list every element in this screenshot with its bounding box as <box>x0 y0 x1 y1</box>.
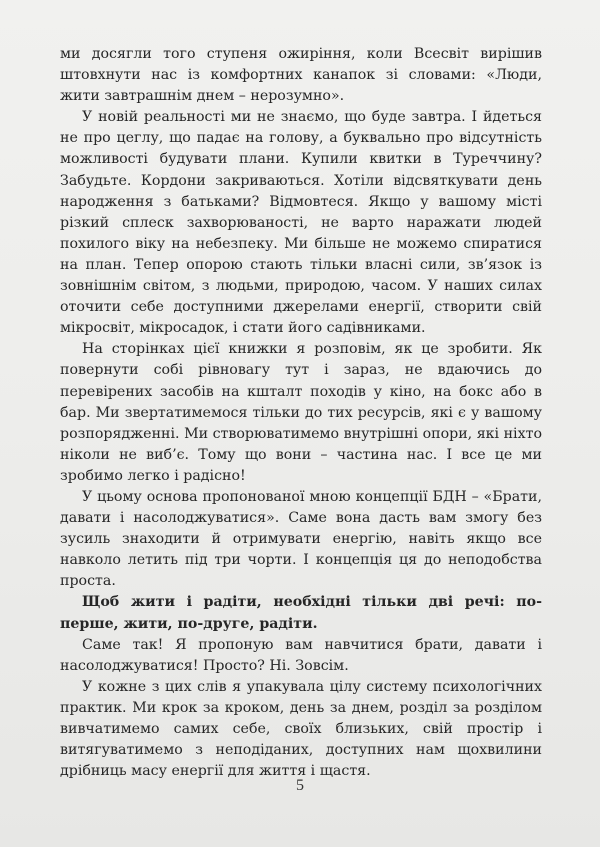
paragraph: Саме так! Я пропоную вам навчитися брати, давати і насолоджуватися! Просто? Ні. Зовсім. <box>60 636 542 674</box>
bold-statement: Щоб жити і радіти, необхідні тільки дві речі: по-перше, жити, по-друге, радіти. <box>60 594 542 632</box>
paragraph-continuation: ми досягли того ступеня ожиріння, коли Всесвіт вирішив штовхнути нас із комфортних канапок зі словами: «Люди, жити завтрашнім днем – нерозумно». <box>60 46 542 105</box>
paragraph: На сторінках цієї книжки я розповім, як це зробити. Як повернути собі рівновагу тут і зараз, не вдаючись до перевірених засобів на кшталт походів у кіно, на бокс або в бар. Ми звертатимемося тільки до тих ресурсів, які є у вашому розпорядженні. Ми створюватимемо внутрішні опори, які ніхто ніколи не виб’є. Тому що вони – частина нас. І все це ми зробимо легко і радісно! <box>60 341 542 484</box>
paragraph: У кожне з цих слів я упакувала цілу систему психологічних практик. Ми крок за кроком, день за днем, розділ за розділом вивчатимемо самих себе, своїх близьких, свій простір і витягуватимемо з неподіданих, доступних нам щохвилини дрібниць масу енергії для життя і щастя. <box>60 678 542 780</box>
page-number: 5 <box>296 777 304 794</box>
body-text <box>60 44 542 782</box>
paragraph: У новій реальності ми не знаємо, що буде завтра. І йдеться не про цеглу, що падає на голову, а буквально про відсутність можливості будувати плани. Купили квитки в Туреччину? Забудьте. Кордони закриваються. Хотіли відсвяткувати день народження з батьками? Відмовтеся. Якщо у вашому місті різкий сплеск захворюваності, не варто наражати людей похилого віку на небезпеку. Ми більше не можемо спиратися на план. Тепер опорою стають тільки власні сили, зв’язок із зовнішнім світом, з людьми, природою, часом. У наших силах оточити себе доступними джерелами енергії, створити свій мікросвіт, мікросадок, і стати його садівниками. <box>60 109 542 337</box>
paragraph: У цьому основа пропонованої мною концепції БДН – «Брати, давати і насолоджуватися». Саме вона дасть вам змогу без зусиль знаходити й отримувати енергію, навіть якщо все навколо летить під три чорти. І концепція ця до неподобства проста. <box>60 488 542 590</box>
